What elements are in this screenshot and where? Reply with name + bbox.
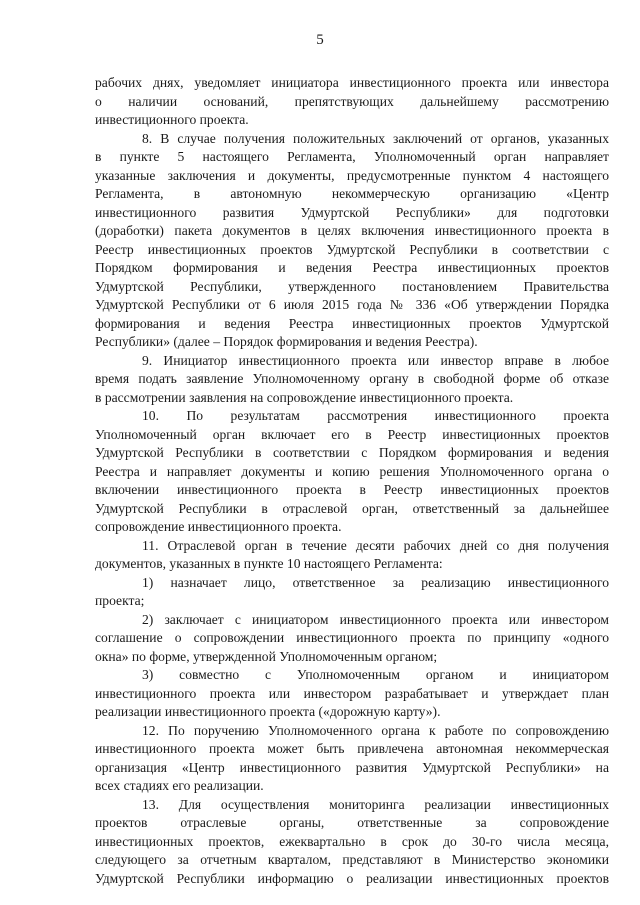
text-line: указанные заключения и документы, предусмотренные пунктом 4 настоящего — [95, 167, 609, 183]
text-line: 1) назначает лицо, ответственное за реализацию инвестиционного — [142, 574, 609, 590]
text-line: Регламента, в автономную некоммерческую организацию «Центр — [95, 186, 609, 201]
text-line: Порядком формирования и ведения Реестра инвестиционных проектов — [95, 260, 609, 275]
text-line: Реестр инвестиционных проектов Удмуртской Республики в соответствии с — [95, 241, 609, 257]
text-line: реализации инвестиционного проекта («дорожную карту»). — [95, 704, 441, 719]
document-body — [95, 74, 609, 888]
text-line: проекта; — [95, 593, 145, 608]
text-line: Уполномоченный орган включает его в Реестр инвестиционных проектов — [95, 426, 609, 442]
text-line: организация «Центр инвестиционного развития Удмуртской Республики» на — [95, 759, 609, 775]
text-line: Удмуртской Республики в отраслевой орган, ответственный за дальнейшее — [95, 500, 609, 516]
text-line: 8. В случае получения положительных заключений от органов, указанных — [142, 130, 609, 146]
text-line: инвестиционного проекта может быть привлечена автономная некоммерческая — [95, 741, 609, 756]
text-line: (доработки) пакета документов в целях включения инвестиционного проекта в — [95, 223, 609, 238]
text-line: 10. По результатам рассмотрения инвестиционного проекта — [142, 408, 609, 423]
text-line: о наличии оснований, препятствующих дальнейшему рассмотрению — [95, 93, 609, 109]
text-line: в рассмотрении заявления на сопровождение инвестиционного проекта. — [95, 389, 514, 405]
text-line: документов, указанных в пункте 10 настоящего Регламента: — [95, 556, 443, 571]
text-line: 11. Отраслевой орган в течение десяти рабочих дней со дня получения — [142, 537, 609, 553]
text-line: рабочих днях, уведомляет инициатора инвестиционного проекта или инвестора — [95, 75, 609, 90]
text-line: соглашение о сопровождении инвестиционного проекта по принципу «одного — [95, 630, 609, 645]
text-line: инвестиционного проекта. — [95, 112, 249, 127]
text-line: Удмуртской Республики от 6 июля 2015 года № 336 «Об утверждении Порядка — [95, 297, 609, 312]
text-line: Реестра и направляет документы и копию решения Уполномоченного органа о — [95, 463, 609, 479]
text-line: инвестиционного развития Удмуртской Республики» для подготовки — [95, 204, 609, 220]
text-line: Удмуртской Республики информацию о реализации инвестиционных проектов — [95, 870, 609, 886]
text-line: 3) совместно с Уполномоченным органом и инициатором — [142, 667, 609, 682]
text-line: Удмуртской Республики в соответствии с Порядком формирования и ведения — [95, 445, 609, 460]
text-line: формирования и ведения Реестра инвестиционных проектов Удмуртской — [95, 315, 609, 331]
text-line: проектов отраслевые органы, ответственные за сопровождение — [95, 815, 609, 830]
text-line: окна» по форме, утвержденной Уполномоченным органом; — [95, 648, 438, 664]
text-line: 12. По поручению Уполномоченного органа к работе по сопровождению — [142, 722, 609, 738]
text-line: инвестиционного проекта или инвестором разрабатывает и утверждает план — [95, 685, 609, 701]
text-line: Республики» (далее – Порядок формирования и ведения Реестра). — [95, 334, 478, 349]
text-line: сопровождение инвестиционного проекта. — [95, 519, 342, 534]
text-line: следующего за отчетным кварталом, представляют в Министерство экономики — [95, 852, 609, 867]
text-line: 9. Инициатор инвестиционного проекта или инвестор вправе в любое — [142, 352, 609, 368]
text-line: 13. Для осуществления мониторинга реализации инвестиционных — [142, 796, 609, 812]
page-number: 5 — [316, 32, 324, 48]
text-line: включении инвестиционного проекта в Реестр инвестиционных проектов — [95, 482, 609, 497]
text-line: 2) заключает с инициатором инвестиционного проекта или инвестором — [142, 611, 609, 627]
text-line: в пункте 5 настоящего Регламента, Уполномоченный орган направляет — [95, 149, 609, 164]
text-line: Удмуртской Республики, утвержденного постановлением Правительства — [95, 278, 609, 294]
text-line: инвестиционных проектов, ежеквартально в срок до 30-го числа месяца, — [95, 833, 609, 849]
text-line: всех стадиях его реализации. — [95, 778, 264, 793]
text-line: время подать заявление Уполномоченному органу в свободной форме об отказе — [95, 371, 609, 386]
